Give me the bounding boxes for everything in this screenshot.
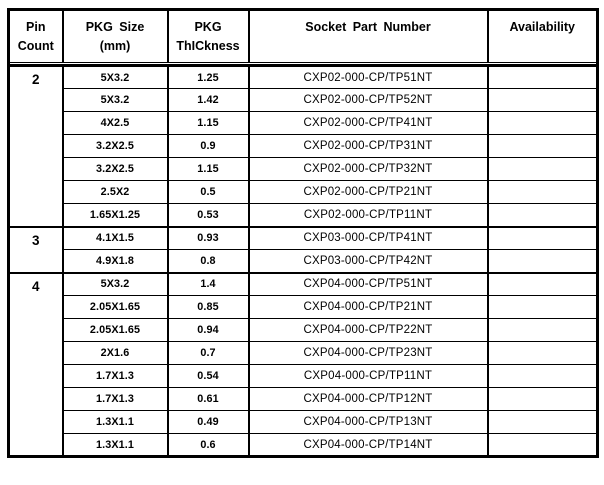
- col-header-socket-part-number: [249, 10, 488, 63]
- table-header: [9, 10, 598, 63]
- part-number-cell: CXP02-000-CP/TP51NT: [249, 66, 488, 89]
- table-row: [9, 158, 598, 181]
- pkg-size-cell: 4X2.5: [63, 112, 168, 135]
- pkg-thickness-cell: 0.93: [168, 227, 249, 250]
- part-number-cell: CXP03-000-CP/TP41NT: [249, 227, 488, 250]
- table-row: [9, 204, 598, 227]
- pkg-size-cell: 2.05X1.65: [63, 296, 168, 319]
- col-header-availability: [488, 10, 598, 63]
- pkg-size-cell: 2X1.6: [63, 342, 168, 365]
- pkg-size-cell: 1.7X1.3: [63, 365, 168, 388]
- table-row: [9, 135, 598, 158]
- availability-cell: [488, 365, 598, 388]
- pin-count-cell: 2: [9, 66, 63, 227]
- table-row: [9, 434, 598, 457]
- table-row: [9, 181, 598, 204]
- header-row: [9, 10, 598, 63]
- table-row: [9, 66, 598, 89]
- availability-cell: [488, 434, 598, 457]
- availability-cell: [488, 342, 598, 365]
- pkg-size-cell: 5X3.2: [63, 66, 168, 89]
- header-line: (mm): [99, 39, 131, 54]
- pkg-thickness-cell: 0.94: [168, 319, 249, 342]
- part-number-cell: CXP04-000-CP/TP22NT: [249, 319, 488, 342]
- part-number-cell: CXP04-000-CP/TP14NT: [249, 434, 488, 457]
- availability-cell: [488, 66, 598, 89]
- part-number-cell: CXP04-000-CP/TP11NT: [249, 365, 488, 388]
- part-number-cell: CXP04-000-CP/TP51NT: [249, 273, 488, 296]
- header-line: PKG: [194, 20, 222, 34]
- pkg-thickness-cell: 0.9: [168, 135, 249, 158]
- pkg-thickness-cell: 0.53: [168, 204, 249, 227]
- pkg-size-cell: 2.5X2: [63, 181, 168, 204]
- pkg-thickness-cell: 0.85: [168, 296, 249, 319]
- pkg-thickness-cell: 1.15: [168, 158, 249, 181]
- pkg-size-cell: 3.2X2.5: [63, 158, 168, 181]
- table-row: [9, 273, 598, 296]
- part-number-cell: CXP02-000-CP/TP32NT: [249, 158, 488, 181]
- table-row: [9, 227, 598, 250]
- table-row: [9, 365, 598, 388]
- pkg-size-cell: 2.05X1.65: [63, 319, 168, 342]
- availability-cell: [488, 112, 598, 135]
- pkg-thickness-cell: 0.54: [168, 365, 249, 388]
- col-header-pkg-size: [63, 10, 168, 63]
- pkg-thickness-cell: 0.5: [168, 181, 249, 204]
- part-number-cell: CXP04-000-CP/TP13NT: [249, 411, 488, 434]
- pkg-size-cell: 1.65X1.25: [63, 204, 168, 227]
- part-number-cell: CXP04-000-CP/TP12NT: [249, 388, 488, 411]
- pkg-size-cell: 1.7X1.3: [63, 388, 168, 411]
- pkg-thickness-cell: 0.61: [168, 388, 249, 411]
- pkg-thickness-cell: 0.7: [168, 342, 249, 365]
- availability-cell: [488, 250, 598, 273]
- pkg-thickness-cell: 1.4: [168, 273, 249, 296]
- header-line: PKG Size: [85, 20, 145, 34]
- pin-count-cell: 3: [9, 227, 63, 273]
- header-line: Pin: [26, 20, 46, 34]
- table-body: [9, 63, 598, 457]
- table-row: [9, 411, 598, 434]
- header-line: Availability: [509, 20, 576, 34]
- header-line: Count: [17, 39, 54, 54]
- availability-cell: [488, 204, 598, 227]
- table-row: [9, 319, 598, 342]
- col-header-pin-count: [9, 10, 63, 63]
- table-row: [9, 388, 598, 411]
- header-line: ThICkness: [176, 39, 240, 54]
- pin-count-cell: 4: [9, 273, 63, 457]
- pkg-size-cell: 3.2X2.5: [63, 135, 168, 158]
- pkg-thickness-cell: 0.6: [168, 434, 249, 457]
- availability-cell: [488, 158, 598, 181]
- pkg-thickness-cell: 1.15: [168, 112, 249, 135]
- table-row: [9, 112, 598, 135]
- part-number-cell: CXP02-000-CP/TP11NT: [249, 204, 488, 227]
- part-number-cell: CXP02-000-CP/TP31NT: [249, 135, 488, 158]
- part-number-cell: CXP02-000-CP/TP41NT: [249, 112, 488, 135]
- availability-cell: [488, 388, 598, 411]
- part-number-cell: CXP02-000-CP/TP52NT: [249, 89, 488, 112]
- pkg-thickness-cell: 0.49: [168, 411, 249, 434]
- pkg-size-cell: 4.9X1.8: [63, 250, 168, 273]
- availability-cell: [488, 135, 598, 158]
- part-number-cell: CXP02-000-CP/TP21NT: [249, 181, 488, 204]
- part-number-cell: CXP04-000-CP/TP23NT: [249, 342, 488, 365]
- pkg-size-cell: 5X3.2: [63, 273, 168, 296]
- pkg-thickness-cell: 0.8: [168, 250, 249, 273]
- pkg-size-cell: 1.3X1.1: [63, 434, 168, 457]
- part-number-cell: CXP04-000-CP/TP21NT: [249, 296, 488, 319]
- socket-part-table: [7, 8, 599, 458]
- availability-cell: [488, 89, 598, 112]
- availability-cell: [488, 296, 598, 319]
- availability-cell: [488, 411, 598, 434]
- part-number-cell: CXP03-000-CP/TP42NT: [249, 250, 488, 273]
- table-row: [9, 342, 598, 365]
- table-row: [9, 250, 598, 273]
- table-row: [9, 296, 598, 319]
- header-line: Socket Part Number: [305, 20, 431, 34]
- pkg-size-cell: 1.3X1.1: [63, 411, 168, 434]
- availability-cell: [488, 181, 598, 204]
- table-row: [9, 89, 598, 112]
- availability-cell: [488, 227, 598, 250]
- availability-cell: [488, 319, 598, 342]
- pkg-thickness-cell: 1.25: [168, 66, 249, 89]
- pkg-size-cell: 4.1X1.5: [63, 227, 168, 250]
- col-header-pkg-thickness: [168, 10, 249, 63]
- availability-cell: [488, 273, 598, 296]
- pkg-thickness-cell: 1.42: [168, 89, 249, 112]
- pkg-size-cell: 5X3.2: [63, 89, 168, 112]
